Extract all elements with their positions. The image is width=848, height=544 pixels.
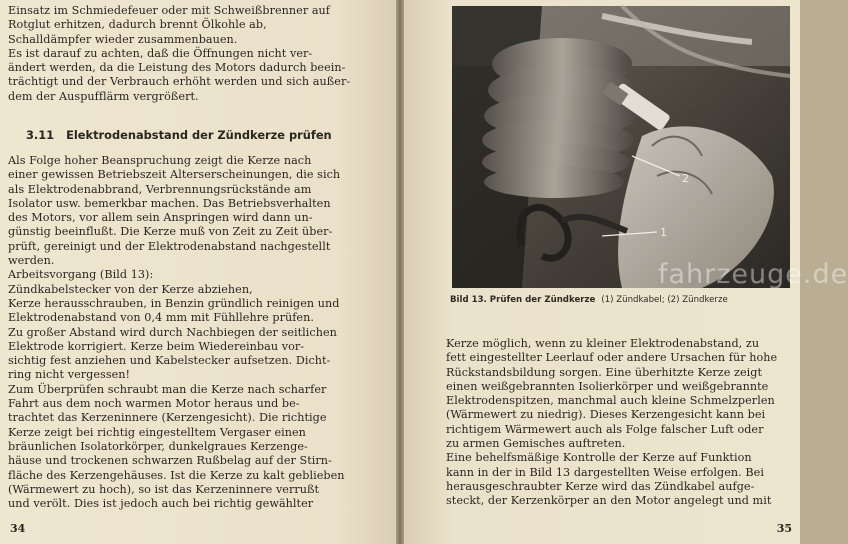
text-line: Einsatz im Schmiedefeuer oder mit Schweißbrenner auf [8, 4, 330, 17]
photo-label-1: 1 [660, 226, 667, 239]
text-line: einen weißgebrannten Isolierkörper und weißgebrannte [446, 379, 769, 393]
text-line: und verölt. Dies ist jedoch auch bei richtig gewählter [8, 497, 314, 511]
text-line: richtigem Wärmewert auch als Folge falscher Luft oder [446, 422, 764, 436]
left-page [0, 0, 396, 544]
text-line: fett eingestellter Leerlauf oder andere Ursachen für hohe [446, 351, 778, 365]
text-line: (Wärmewert zu hoch), so ist das Kerzeninnere verrußt [8, 482, 320, 496]
text-line: fläche des Kerzengehäuses. Ist die Kerze zu kalt geblieben [8, 468, 345, 482]
body-text-left [8, 154, 388, 511]
text-line: Elektrodenspitzen, manchmal auch kleine Schmelzperlen [446, 394, 775, 408]
text-line: Zündkabelstecker von der Kerze abziehen, [8, 282, 253, 296]
body-text-right [446, 337, 794, 509]
text-line: Eine behelfsmäßige Kontrolle der Kerze auf Funktion [446, 451, 752, 465]
text-line: herausgeschraubter Kerze wird das Zündkabel aufge- [446, 479, 755, 493]
photo-label-2: 2 [682, 172, 689, 185]
text-line: Elektrodenabstand von 0,4 mm mit Fühllehre prüfen. [8, 311, 314, 325]
text-line: Rückstandsbildung sorgen. Eine überhitzte Kerze zeigt [446, 365, 763, 379]
section-title: Elektrodenabstand der Zündkerze prüfen [66, 128, 332, 142]
text-line: als Elektrodenabbrand, Verbrennungsrückstände am [8, 182, 312, 196]
text-line: ändert werden, da die Leistung des Motors dadurch beein- [8, 61, 346, 75]
text-line: Rotglut erhitzen, dadurch brennt Ölkohle ab, [8, 18, 267, 32]
text-line: Zum Überprüfen schraubt man die Kerze nach scharfer [8, 382, 327, 396]
figure-photo-spark-plug [452, 6, 790, 288]
book-gutter [396, 0, 404, 544]
text-line: Kerze möglich, wenn zu kleiner Elektrodenabstand, zu [446, 337, 760, 350]
text-line: prüft, gereinigt und der Elektrodenabstand nachgestellt [8, 239, 331, 253]
page-number-right: 35 [776, 522, 792, 535]
text-line: Schalldämpfer wieder zusammenbauen. [8, 32, 238, 46]
text-line: Elektrode korrigiert. Kerze beim Wiedereinbau vor- [8, 339, 305, 353]
page-number-left: 34 [10, 522, 26, 535]
text-line: trächtigt und der Verbrauch erhöht werden und sich außer- [8, 75, 351, 89]
figure-caption [450, 295, 796, 305]
right-page [404, 0, 848, 544]
text-line: günstig beeinflußt. Die Kerze muß von Zeit zu Zeit über- [8, 225, 333, 239]
text-line: Kerze zeigt bei richtig eingestelltem Vergaser einen [8, 425, 306, 439]
text-line: Fahrt aus dem noch warmen Motor heraus und be- [8, 397, 300, 411]
cylinder-cooling-fins [482, 38, 636, 198]
text-line: (Wärmewert zu niedrig). Dieses Kerzengesicht kann bei [446, 408, 766, 422]
text-line: ring nicht vergessen! [8, 368, 131, 382]
text-line: Es ist darauf zu achten, daß die Öffnungen nicht ver- [8, 46, 313, 60]
intro-paragraph [8, 4, 388, 104]
engine-photo-illustration [452, 6, 790, 288]
text-line: sichtig fest anziehen und Kabelstecker aufsetzen. Dicht- [8, 354, 331, 368]
caption-title: Bild 13. Prüfen der Zündkerze [450, 295, 596, 305]
text-line: einer gewissen Betriebszeit Alterserscheinungen, die sich [8, 168, 341, 182]
text-line: trachtet das Kerzeninnere (Kerzengesicht). Die richtige [8, 411, 327, 425]
text-line: des Motors, vor allem sein Anspringen wird dann un- [8, 211, 313, 225]
text-line: zu armen Gemisches auftreten. [446, 437, 626, 451]
caption-detail: (1) Zündkabel; (2) Zündkerze [601, 295, 728, 305]
text-line: dem der Auspufflärm vergrößert. [8, 89, 199, 103]
text-line: Als Folge hoher Beanspruchung zeigt die Kerze nach [8, 154, 312, 167]
text-line: Zu großer Abstand wird durch Nachbiegen der seitlichen [8, 325, 337, 339]
watermark-text: fahrzeuge.de [658, 259, 848, 290]
text-line: Isolator usw. bemerkbar machen. Das Betriebsverhalten [8, 196, 331, 210]
text-line: Kerze herausschrauben, in Benzin gründlich reinigen und [8, 296, 340, 310]
text-line: werden. [8, 254, 55, 268]
section-number: 3.11 [26, 128, 55, 142]
text-line: steckt, der Kerzenkörper an den Motor angelegt und mit [446, 494, 772, 508]
text-line: bräunlichen Isolatorkörper, dunkelgraues Kerzenge- [8, 439, 308, 453]
text-line: häuse und trockenen schwarzen Rußbelag auf der Stirn- [8, 454, 332, 468]
section-heading [26, 128, 332, 142]
text-line: kann in der in Bild 13 dargestellten Weise erfolgen. Bei [446, 465, 764, 479]
text-line: Arbeitsvorgang (Bild 13): [8, 268, 154, 282]
